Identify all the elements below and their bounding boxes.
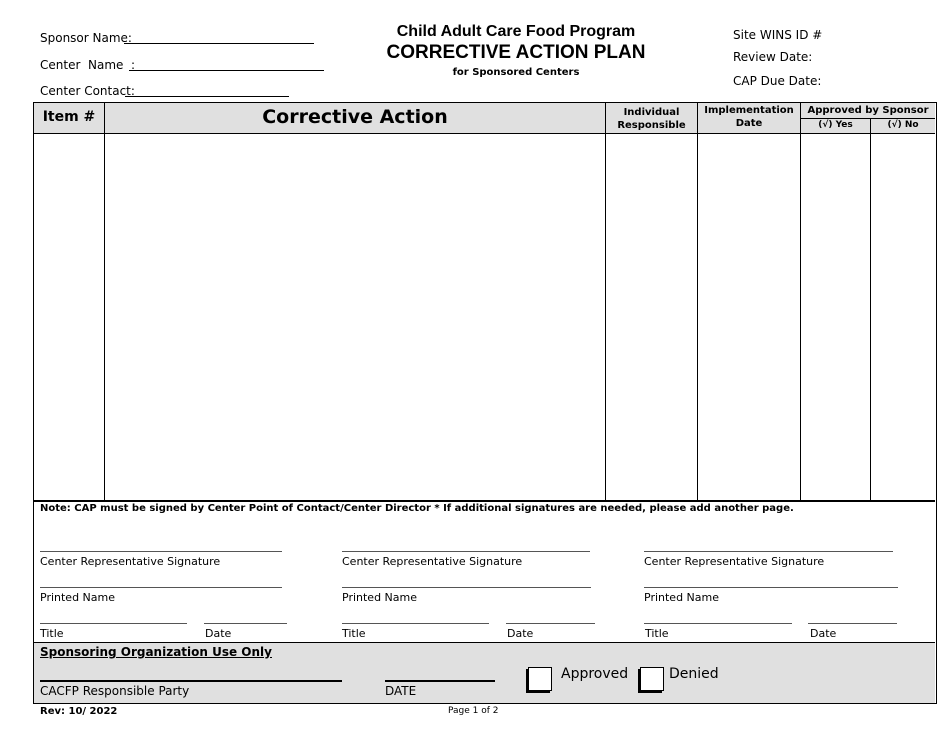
printed-name-label-2: Printed Name (342, 591, 418, 604)
review-date-label: Review Date: (733, 50, 813, 64)
corrective-action-cell[interactable] (105, 134, 605, 500)
denied-label: Denied (669, 666, 719, 682)
item-cell[interactable] (34, 134, 104, 500)
individual-responsible-cell[interactable] (606, 134, 697, 500)
title-line-3[interactable] (644, 623, 792, 624)
revision-label: Rev: 10/ 2022 (40, 706, 118, 717)
col-approved-header: Approved by Sponsor (807, 105, 929, 116)
program-title: Child Adult Care Food Program (396, 23, 636, 40)
approved-label: Approved (561, 666, 629, 682)
title-label-3: Title (645, 627, 669, 640)
rep-signature-label-2: Center Representative Signature (342, 555, 523, 568)
title-line-2[interactable] (342, 623, 489, 624)
col-individual-header: Individual Responsible (617, 107, 686, 131)
col-yes-header: (√) Yes (818, 120, 853, 130)
col-item-header: Item # (42, 109, 96, 125)
cap-due-label: CAP Due Date: (733, 74, 822, 88)
title-line-1[interactable] (40, 623, 187, 624)
center-contact-label: Center Contact: (40, 84, 135, 98)
center-contact-field[interactable] (125, 96, 289, 97)
printed-name-line-3[interactable] (644, 587, 898, 588)
sponsor-date-line[interactable] (385, 680, 495, 682)
responsible-party-line[interactable] (40, 680, 342, 682)
printed-name-line-1[interactable] (40, 587, 282, 588)
printed-name-label-1: Printed Name (40, 591, 116, 604)
plan-subtitle: for Sponsored Centers (452, 67, 580, 78)
center-name-label: Center Name : (40, 58, 136, 72)
sponsor-section-heading: Sponsoring Organization Use Only (40, 645, 272, 659)
rep-signature-line-2[interactable] (342, 551, 590, 552)
center-name-field[interactable] (129, 70, 324, 71)
rep-signature-line-1[interactable] (40, 551, 282, 552)
rep-signature-line-3[interactable] (644, 551, 893, 552)
page-number: Page 1 of 2 (448, 706, 499, 716)
responsible-party-label: CACFP Responsible Party (40, 684, 190, 698)
date-label-2: Date (507, 627, 534, 640)
implementation-date-cell[interactable] (698, 134, 800, 500)
col-implementation-header: Implementation Date (704, 105, 794, 129)
date-label-3: Date (810, 627, 837, 640)
sponsor-name-field[interactable] (124, 43, 314, 44)
sponsor-date-label: DATE (385, 684, 417, 698)
date-line-1[interactable] (204, 623, 287, 624)
col-action-header: Corrective Action (262, 106, 448, 128)
sponsor-name-label: Sponsor Name: (40, 31, 132, 45)
title-label-1: Title (40, 627, 64, 640)
approved-yes-cell[interactable] (801, 134, 870, 500)
rep-signature-label-3: Center Representative Signature (644, 555, 825, 568)
printed-name-label-3: Printed Name (644, 591, 720, 604)
signature-note: Note: CAP must be signed by Center Point of Contact/Center Director * If additional signatures are needed, please add another page. (40, 503, 794, 514)
rep-signature-label-1: Center Representative Signature (40, 555, 221, 568)
date-line-2[interactable] (506, 623, 595, 624)
approved-no-cell[interactable] (871, 134, 935, 500)
printed-name-line-2[interactable] (342, 587, 591, 588)
site-wins-label: Site WINS ID # (733, 28, 823, 42)
date-label-1: Date (205, 627, 232, 640)
approved-checkbox[interactable] (528, 667, 552, 691)
date-line-3[interactable] (808, 623, 897, 624)
title-label-2: Title (342, 627, 366, 640)
col-no-header: (√) No (887, 120, 919, 130)
denied-checkbox[interactable] (640, 667, 664, 691)
plan-title: CORRECTIVE ACTION PLAN (386, 42, 646, 63)
